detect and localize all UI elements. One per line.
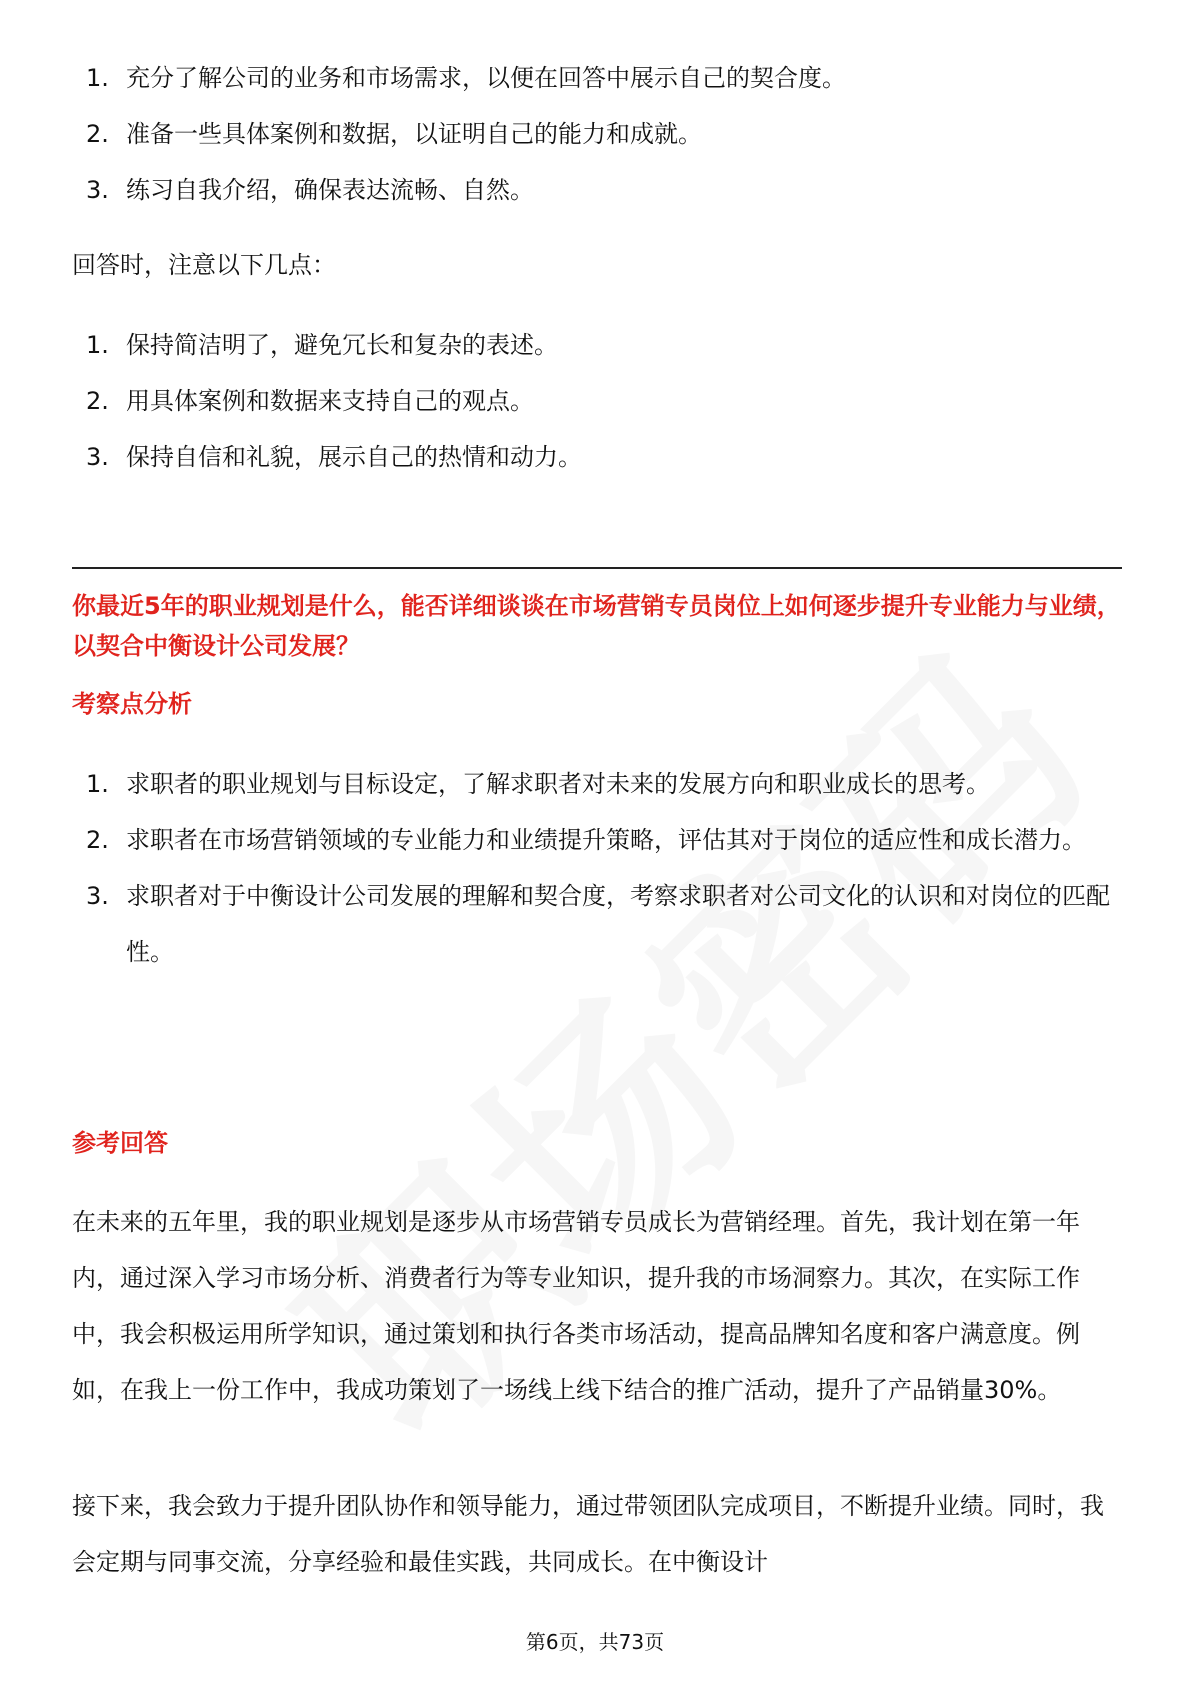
prep-list (72, 50, 1122, 218)
answer-paragraph: 在未来的五年里，我的职业规划是逐步从市场营销专员成长为营销经理。首先，我计划在第一年内，通过深入学习市场分析、消费者行为等专业知识，提升我的市场洞察力。其次，在实际工作中，我会积极运用所学知识，通过策划和执行各类市场活动，提高品牌知名度和客户满意度。例如，在我上一份工作中，我成功策划了一场线上线下结合的推广活动，提升了产品销量30%。 (72, 1208, 1080, 1404)
answer-title: 参考回答 (72, 1129, 168, 1157)
analysis-list (72, 756, 1122, 980)
list-item: 2. 求职者在市场营销领域的专业能力和业绩提升策略，评估其对于岗位的适应性和成长潜力。 (86, 826, 1086, 854)
list-item: 3. 保持自信和礼貌，展示自己的热情和动力。 (86, 443, 582, 471)
list-item: 2. 准备一些具体案例和数据，以证明自己的能力和成就。 (86, 120, 702, 148)
page-footer: 第6页，共73页 (525, 1630, 665, 1654)
list-item: 3. 求职者对于中衡设计公司发展的理解和契合度，考察求职者对公司文化的认识和对岗位的匹配性。 (86, 882, 1110, 966)
list-item: 1. 保持简洁明了，避免冗长和复杂的表述。 (86, 331, 558, 359)
interview-question: 你最近5年的职业规划是什么，能否详细谈谈在市场营销专员岗位上如何逐步提升专业能力与业绩，以契合中衡设计公司发展？ (72, 592, 1121, 660)
list-item: 2. 用具体案例和数据来支持自己的观点。 (86, 387, 534, 415)
analysis-title: 考察点分析 (72, 690, 192, 718)
notes-intro: 回答时，注意以下几点： (72, 251, 336, 279)
notes-list (72, 317, 1122, 485)
list-item: 3. 练习自我介绍，确保表达流畅、自然。 (86, 176, 534, 204)
answer-paragraph: 接下来，我会致力于提升团队协作和领导能力，通过带领团队完成项目，不断提升业绩。同时，我会定期与同事交流，分享经验和最佳实践，共同成长。在中衡设计 (72, 1492, 1104, 1576)
list-item: 1. 充分了解公司的业务和市场需求，以便在回答中展示自己的契合度。 (86, 64, 846, 92)
list-item: 1. 求职者的职业规划与目标设定，了解求职者对未来的发展方向和职业成长的思考。 (86, 770, 990, 798)
section-divider (72, 567, 1122, 569)
